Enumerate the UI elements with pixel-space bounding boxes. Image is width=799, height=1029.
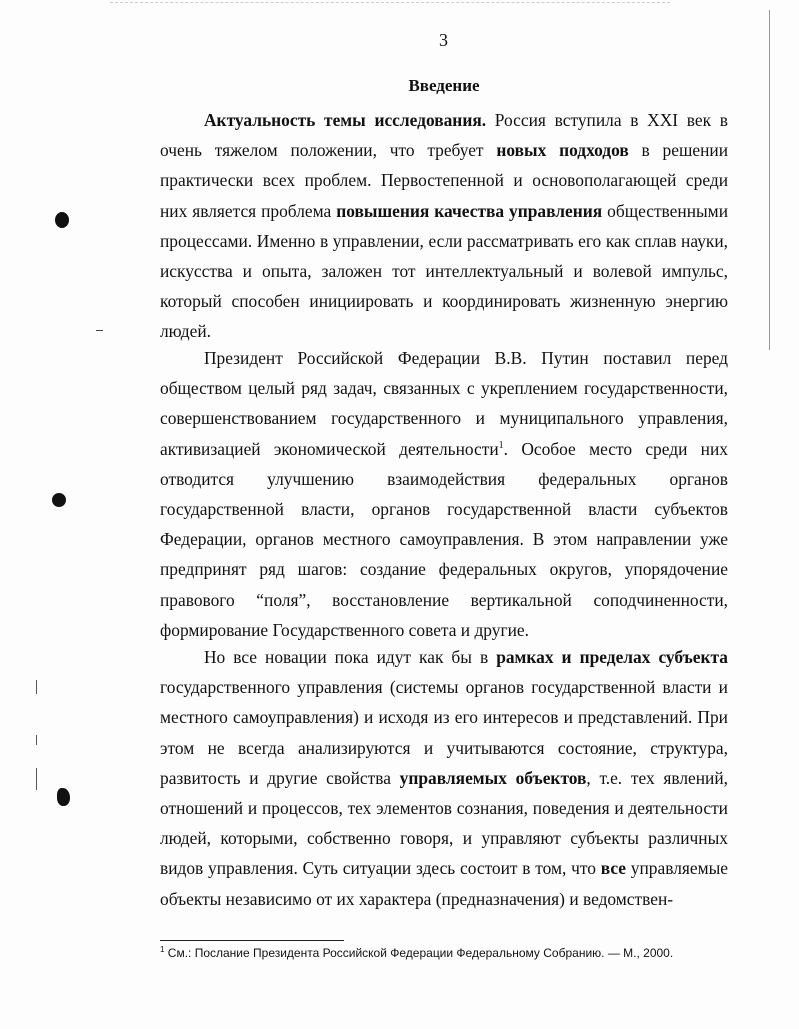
scan-mark xyxy=(36,735,37,745)
scan-mark xyxy=(36,768,37,790)
scan-edge-top xyxy=(110,2,670,3)
scan-blot xyxy=(55,212,69,228)
footnote xyxy=(160,946,760,960)
text-run: государственного управления (системы органов государственной власти и местного самоуправления) и исходя из его интересов и представлений. При этом не всегда анализируются и учитываются состояние, структура, развитость и другие свойства xyxy=(160,677,728,788)
lead-bold: Актуальность темы исследования. xyxy=(204,110,487,130)
text-run: . Особое место среди них отводится улучшению взаимодействия федеральных органов государственной власти, органов государственной власти субъектов Федерации, органов местного самоуправления. В этом направлении уже предпринят ряд шагов: создание федеральных округов, упорядочение правового “поля”, восстановление вертикальной соподчиненности, формирование Государственного совета и другие. xyxy=(160,438,728,640)
scan-blot xyxy=(57,788,70,806)
scan-blot xyxy=(52,493,66,507)
text-run: в решении практически всех проблем. Первостепенной и основополагающей среди них является проблема xyxy=(160,140,729,221)
text-run: Россия вступила в XXI век в очень тяжелом положении, что требует xyxy=(160,110,728,161)
footnote-text: См.: Послание Президента Российской Федерации Федеральному Собранию. — М., 2000. xyxy=(164,946,674,960)
footnote-separator xyxy=(160,940,344,941)
scan-mark xyxy=(36,680,37,694)
text-run: общественными процессами. Именно в управлении, если рассматривать его как сплав науки, искусства и опыта, заложен тот интеллектуальный и волевой импульс, который способен инициировать и координировать жизненную энергию людей. xyxy=(160,200,728,342)
bold-run: повышения качества управления xyxy=(336,200,603,221)
text-run: управляемые объекты независимо от их характера (предназначения) и ведомствен- xyxy=(160,858,728,909)
scan-mark xyxy=(96,330,103,331)
page-number: 3 xyxy=(439,30,448,50)
text-run: , т.е. тех явлений, отношений и процессов, тех элементов сознания, поведения и деятельности людей, которыми, собственно говоря, и управляют субъекты различных видов управления. Суть ситуации здесь состоит в том, что xyxy=(160,767,728,879)
footnote-reference[interactable]: 1 xyxy=(498,439,504,451)
section-heading: Введение xyxy=(408,76,480,95)
bold-run: новых подходов xyxy=(496,140,629,161)
text-run: Президент Российской Федерации В.В. Путин поставил перед обществом целый ряд задач, связанных с укреплением государственности, совершенствованием государственного и муниципального управления, активизацией экономической деятельности xyxy=(160,348,728,459)
bold-run: все xyxy=(600,858,627,879)
bold-run: управляемых объектов xyxy=(399,767,587,788)
bold-run: рамках и пределах субъекта xyxy=(496,647,728,667)
footnote-mark: 1 xyxy=(160,945,165,954)
paragraph-innovations xyxy=(160,642,728,914)
paragraph-relevance xyxy=(160,105,728,347)
paragraph-president xyxy=(160,343,728,645)
text-run: Но все новации пока идут как бы в xyxy=(204,647,497,667)
scan-edge-right xyxy=(769,10,770,350)
